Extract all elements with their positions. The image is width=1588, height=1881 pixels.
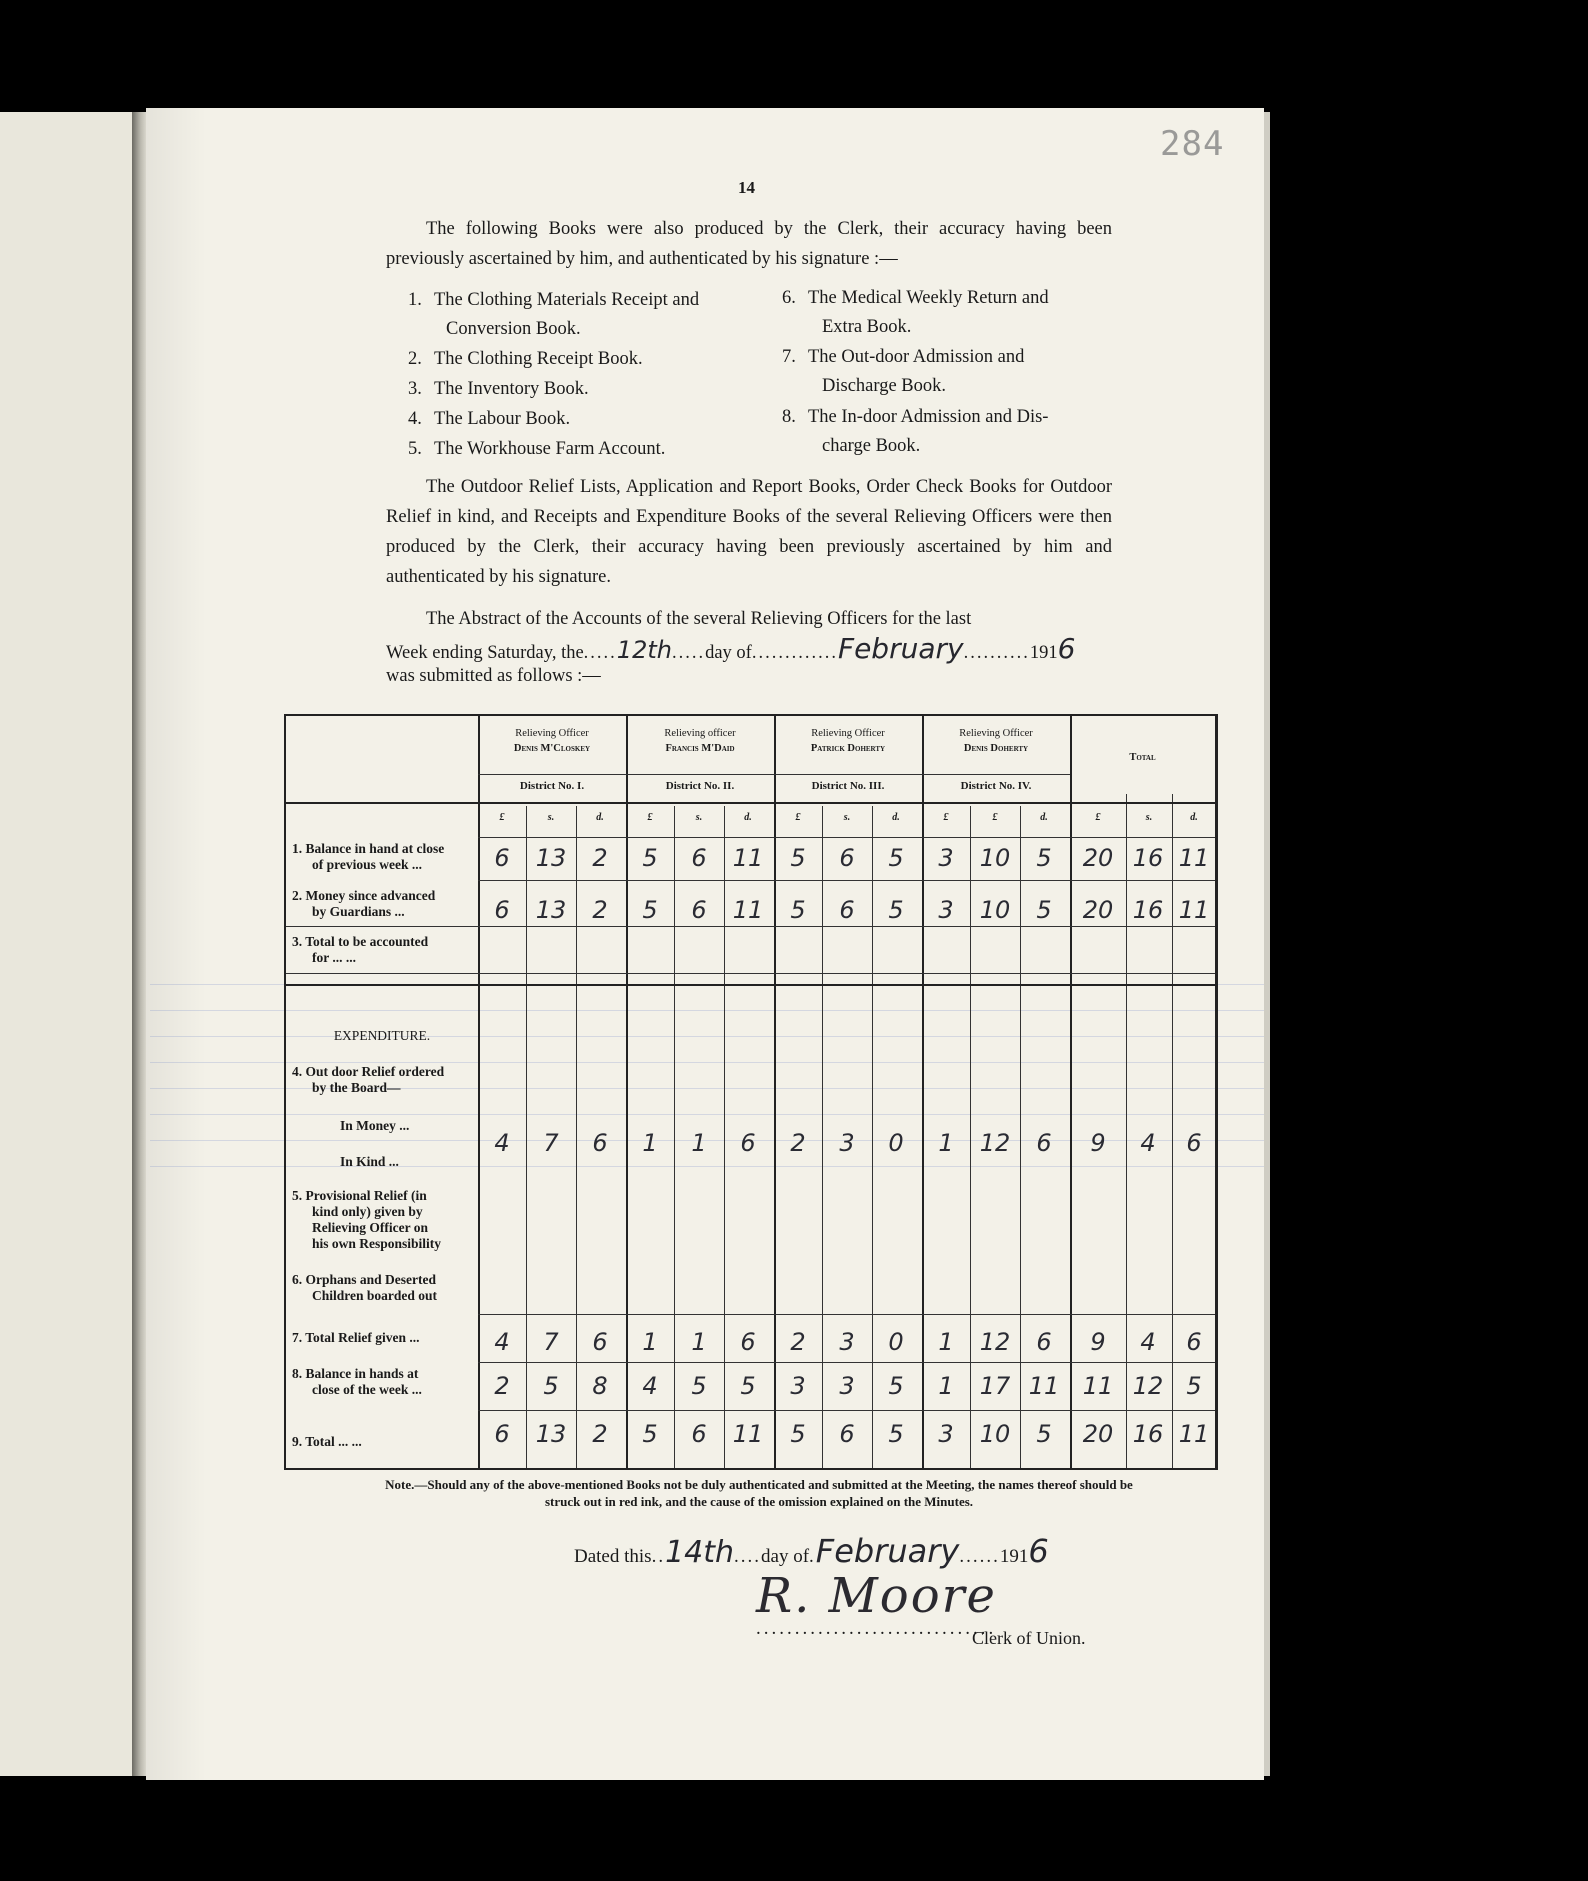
officer-header: Relieving Officer Denis M'Closkey xyxy=(513,728,591,754)
table-cell-balance-prev: 2 xyxy=(592,844,608,872)
district-label: District No. III. xyxy=(811,780,885,792)
table-cell-total-relief: 3 xyxy=(839,1328,855,1356)
page-number: 14 xyxy=(738,178,755,197)
table-cell-total-relief: 9 xyxy=(1090,1328,1106,1356)
table-cell-in-money: 12 xyxy=(979,1129,1011,1157)
list-item: 3. The Inventory Book. xyxy=(408,379,589,399)
table-cell-balance-prev: 6 xyxy=(494,844,510,872)
table-cell-balance-close: 5 xyxy=(543,1372,559,1400)
table-cell-total: 5 xyxy=(642,1420,658,1448)
table-cell-total-accounted: 10 xyxy=(979,896,1011,924)
table-cell-total-relief: 6 xyxy=(592,1328,608,1356)
table-cell-total-relief: 4 xyxy=(494,1328,510,1356)
table-cell-total: 11 xyxy=(1178,1420,1210,1448)
row-label: 7. Total Relief given ... xyxy=(292,1330,420,1345)
table-cell-balance-close: 5 xyxy=(888,1372,904,1400)
table-cell-total: 10 xyxy=(979,1420,1011,1448)
table-cell-total-accounted: 20 xyxy=(1082,896,1114,924)
list-item: 7. The Out-door Admission and Discharge Book. xyxy=(782,347,1025,396)
table-cell-total: 6 xyxy=(691,1420,707,1448)
table-cell-in-money: 2 xyxy=(790,1129,806,1157)
table-cell-balance-prev: 3 xyxy=(938,844,954,872)
table-cell-in-money: 4 xyxy=(494,1129,510,1157)
table-cell-total-relief: 7 xyxy=(543,1328,559,1356)
table-cell-in-money: 6 xyxy=(740,1129,756,1157)
unit-label: d. xyxy=(892,812,900,823)
table-cell-total: 6 xyxy=(494,1420,510,1448)
table-cell-total-relief: 6 xyxy=(1186,1328,1202,1356)
table-cell-total-accounted: 6 xyxy=(839,896,855,924)
table-cell-total: 5 xyxy=(1036,1420,1052,1448)
table-cell-total: 16 xyxy=(1132,1420,1164,1448)
total-header: Total xyxy=(1129,752,1156,763)
table-cell-in-money: 9 xyxy=(1090,1129,1106,1157)
dated-line: Dated this..14th....day of.February......1916 xyxy=(574,1532,1049,1570)
district-label: District No. II. xyxy=(665,780,735,792)
district-label: District No. IV. xyxy=(960,780,1032,792)
table-cell-balance-close: 5 xyxy=(691,1372,707,1400)
row-label: 4. Out door Relief ordered by the Board— xyxy=(292,1064,445,1095)
abstract-line: The Abstract of the Accounts of the several Relieving Officers for the last xyxy=(426,609,972,629)
table-cell-total-accounted: 11 xyxy=(732,896,764,924)
table-cell-total-relief: 1 xyxy=(691,1328,707,1356)
table-cell-balance-close: 17 xyxy=(979,1372,1011,1400)
table-cell-balance-prev: 20 xyxy=(1082,844,1114,872)
list-item: 4. The Labour Book. xyxy=(408,409,571,429)
page-edge xyxy=(1264,112,1270,1776)
folio-stamp-number: 284 xyxy=(1160,124,1225,164)
table-cell-total-accounted: 2 xyxy=(592,896,608,924)
table-cell-balance-close: 3 xyxy=(790,1372,806,1400)
table-cell-balance-close: 1 xyxy=(938,1372,954,1400)
handwritten-day: 14th xyxy=(665,1535,735,1570)
expenditure-heading: EXPENDITURE. xyxy=(333,1028,431,1043)
table-cell-total-relief: 1 xyxy=(938,1328,954,1356)
handwritten-year-digit: 6 xyxy=(1028,1532,1049,1570)
table-cell-balance-prev: 16 xyxy=(1132,844,1164,872)
table-cell-total-accounted: 11 xyxy=(1178,896,1210,924)
table-cell-balance-prev: 10 xyxy=(979,844,1011,872)
unit-label: £ xyxy=(795,812,801,823)
table-cell-in-money: 6 xyxy=(1036,1129,1052,1157)
table-cell-total-accounted: 5 xyxy=(888,896,904,924)
unit-label: £ xyxy=(1095,812,1101,823)
row-label: 1. Balance in hand at close of previous week ... xyxy=(292,841,445,872)
row-label: 9. Total ... ... xyxy=(292,1434,362,1449)
table-cell-total: 13 xyxy=(535,1420,567,1448)
table-cell-total-relief: 4 xyxy=(1140,1328,1156,1356)
table-cell-total-accounted: 5 xyxy=(642,896,658,924)
table-cell-total-accounted: 6 xyxy=(691,896,707,924)
table-cell-balance-close: 2 xyxy=(494,1372,510,1400)
officer-header: Relieving Officer Patrick Doherty xyxy=(810,728,886,754)
table-cell-in-money: 6 xyxy=(592,1129,608,1157)
table-cell-balance-prev: 6 xyxy=(839,844,855,872)
outdoor-relief-paragraph: The Outdoor Relief Lists, Application and Report Books, Order Check Books for Outdoor Relief in kind, and Receipts and Expenditure Books of the several Relieving Officers were then produced by the Clerk, their accuracy having been previously ascertained by him and authenticated by his signature. xyxy=(386,477,1112,587)
table-cell-in-money: 1 xyxy=(642,1129,658,1157)
table-cell-balance-prev: 5 xyxy=(790,844,806,872)
unit-label: £ xyxy=(943,812,949,823)
row-label-in-money: In Money ... xyxy=(340,1118,410,1133)
table-cell-in-money: 1 xyxy=(938,1129,954,1157)
table-cell-total-accounted: 13 xyxy=(535,896,567,924)
table-cell-total-accounted: 3 xyxy=(938,896,954,924)
unit-label: £ xyxy=(992,812,998,823)
row-label: 5. Provisional Relief (in kind only) given by Relieving Officer on his own Responsibility xyxy=(292,1188,442,1251)
table-cell-balance-close: 11 xyxy=(1082,1372,1114,1400)
officer-header: Relieving Officer Denis Doherty xyxy=(959,728,1033,754)
table-cell-balance-prev: 5 xyxy=(1036,844,1052,872)
table-cell-balance-close: 5 xyxy=(1186,1372,1202,1400)
list-item: 5. The Workhouse Farm Account. xyxy=(408,439,666,459)
handwritten-day: 12th xyxy=(616,636,672,664)
unit-label: s. xyxy=(843,812,851,823)
unit-label: £ xyxy=(499,812,505,823)
table-cell-total-accounted: 16 xyxy=(1132,896,1164,924)
table-cell-total-relief: 6 xyxy=(740,1328,756,1356)
unit-label: £ xyxy=(647,812,653,823)
table-cell-total-relief: 2 xyxy=(790,1328,806,1356)
row-label: 3. Total to be accounted for ... ... xyxy=(292,934,429,965)
table-cell-total: 2 xyxy=(592,1420,608,1448)
row-label-in-kind: In Kind ... xyxy=(340,1154,399,1169)
clerk-title: Clerk of Union. xyxy=(972,1628,1086,1648)
table-cell-balance-prev: 13 xyxy=(535,844,567,872)
unit-label: d. xyxy=(1190,812,1198,823)
unit-label: s. xyxy=(1145,812,1153,823)
week-ending-line: Week ending Saturday, the.....12th.....day of.............February..........1916 xyxy=(386,632,1076,665)
table-cell-total: 11 xyxy=(732,1420,764,1448)
table-cell-in-money: 6 xyxy=(1186,1129,1202,1157)
list-item: 1. The Clothing Materials Receipt and Conversion Book. xyxy=(408,290,700,339)
table-cell-balance-close: 5 xyxy=(740,1372,756,1400)
book-gutter xyxy=(132,112,146,1776)
relief-abstract-table xyxy=(284,714,1218,1470)
table-cell-total: 5 xyxy=(790,1420,806,1448)
table-cell-total-accounted: 5 xyxy=(790,896,806,924)
table-cell-total: 6 xyxy=(839,1420,855,1448)
officer-header: Relieving officer Francis M'Daid xyxy=(664,728,736,754)
clerk-signature: R. Moore xyxy=(756,1568,997,1624)
table-cell-total: 20 xyxy=(1082,1420,1114,1448)
table-cell-balance-prev: 5 xyxy=(642,844,658,872)
unit-label: s. xyxy=(695,812,703,823)
unit-label: d. xyxy=(596,812,604,823)
district-label: District No. I. xyxy=(519,780,585,792)
table-cell-balance-close: 3 xyxy=(839,1372,855,1400)
table-cell-total-relief: 1 xyxy=(642,1328,658,1356)
row-label: 8. Balance in hands at close of the week ... xyxy=(292,1366,422,1397)
table-cell-balance-close: 4 xyxy=(642,1372,658,1400)
row-label: 2. Money since advanced by Guardians ... xyxy=(292,888,436,919)
handwritten-month: February xyxy=(815,1532,960,1570)
table-cell-total-relief: 0 xyxy=(888,1328,904,1356)
list-item: 8. The In-door Admission and Dis- charge Book. xyxy=(782,407,1049,456)
table-cell-in-money: 4 xyxy=(1140,1129,1156,1157)
list-item: 6. The Medical Weekly Return and Extra Book. xyxy=(782,288,1049,337)
handwritten-month: February xyxy=(837,632,964,665)
intro-paragraph: The following Books were also produced by the Clerk, their accuracy having been previously ascertained by him, and authenticated by his signature :— xyxy=(386,219,1112,269)
table-cell-total: 5 xyxy=(888,1420,904,1448)
table-cell-total-accounted: 5 xyxy=(1036,896,1052,924)
table-cell-in-money: 1 xyxy=(691,1129,707,1157)
list-item: 2. The Clothing Receipt Book. xyxy=(408,349,643,369)
table-cell-total: 3 xyxy=(938,1420,954,1448)
footnote: Note.—Should any of the above-mentioned Books not be duly authenticated and submitted at the Meeting, the names thereof should be struck out in red ink, and the cause of the omission explained on the Minutes. xyxy=(385,1477,1133,1509)
submitted-line: was submitted as follows :— xyxy=(386,666,601,686)
table-cell-in-money: 0 xyxy=(888,1129,904,1157)
table-cell-balance-close: 11 xyxy=(1028,1372,1060,1400)
table-cell-balance-prev: 11 xyxy=(1178,844,1210,872)
table-cell-total-relief: 6 xyxy=(1036,1328,1052,1356)
unit-label: d. xyxy=(1040,812,1048,823)
table-cell-in-money: 3 xyxy=(839,1129,855,1157)
table-cell-balance-prev: 5 xyxy=(888,844,904,872)
handwritten-year-digit: 6 xyxy=(1057,632,1076,665)
table-cell-in-money: 7 xyxy=(543,1129,559,1157)
unit-label: d. xyxy=(744,812,752,823)
row-label: 6. Orphans and Deserted Children boarded out xyxy=(292,1272,438,1303)
unit-label: s. xyxy=(547,812,555,823)
table-cell-balance-close: 12 xyxy=(1132,1372,1164,1400)
table-cell-balance-prev: 6 xyxy=(691,844,707,872)
left-page-edge xyxy=(0,112,132,1776)
table-cell-balance-prev: 11 xyxy=(732,844,764,872)
table-cell-total-accounted: 6 xyxy=(494,896,510,924)
table-cell-total-relief: 12 xyxy=(979,1328,1011,1356)
table-cell-balance-close: 8 xyxy=(592,1372,608,1400)
signature-line: ............................... xyxy=(756,1618,997,1639)
